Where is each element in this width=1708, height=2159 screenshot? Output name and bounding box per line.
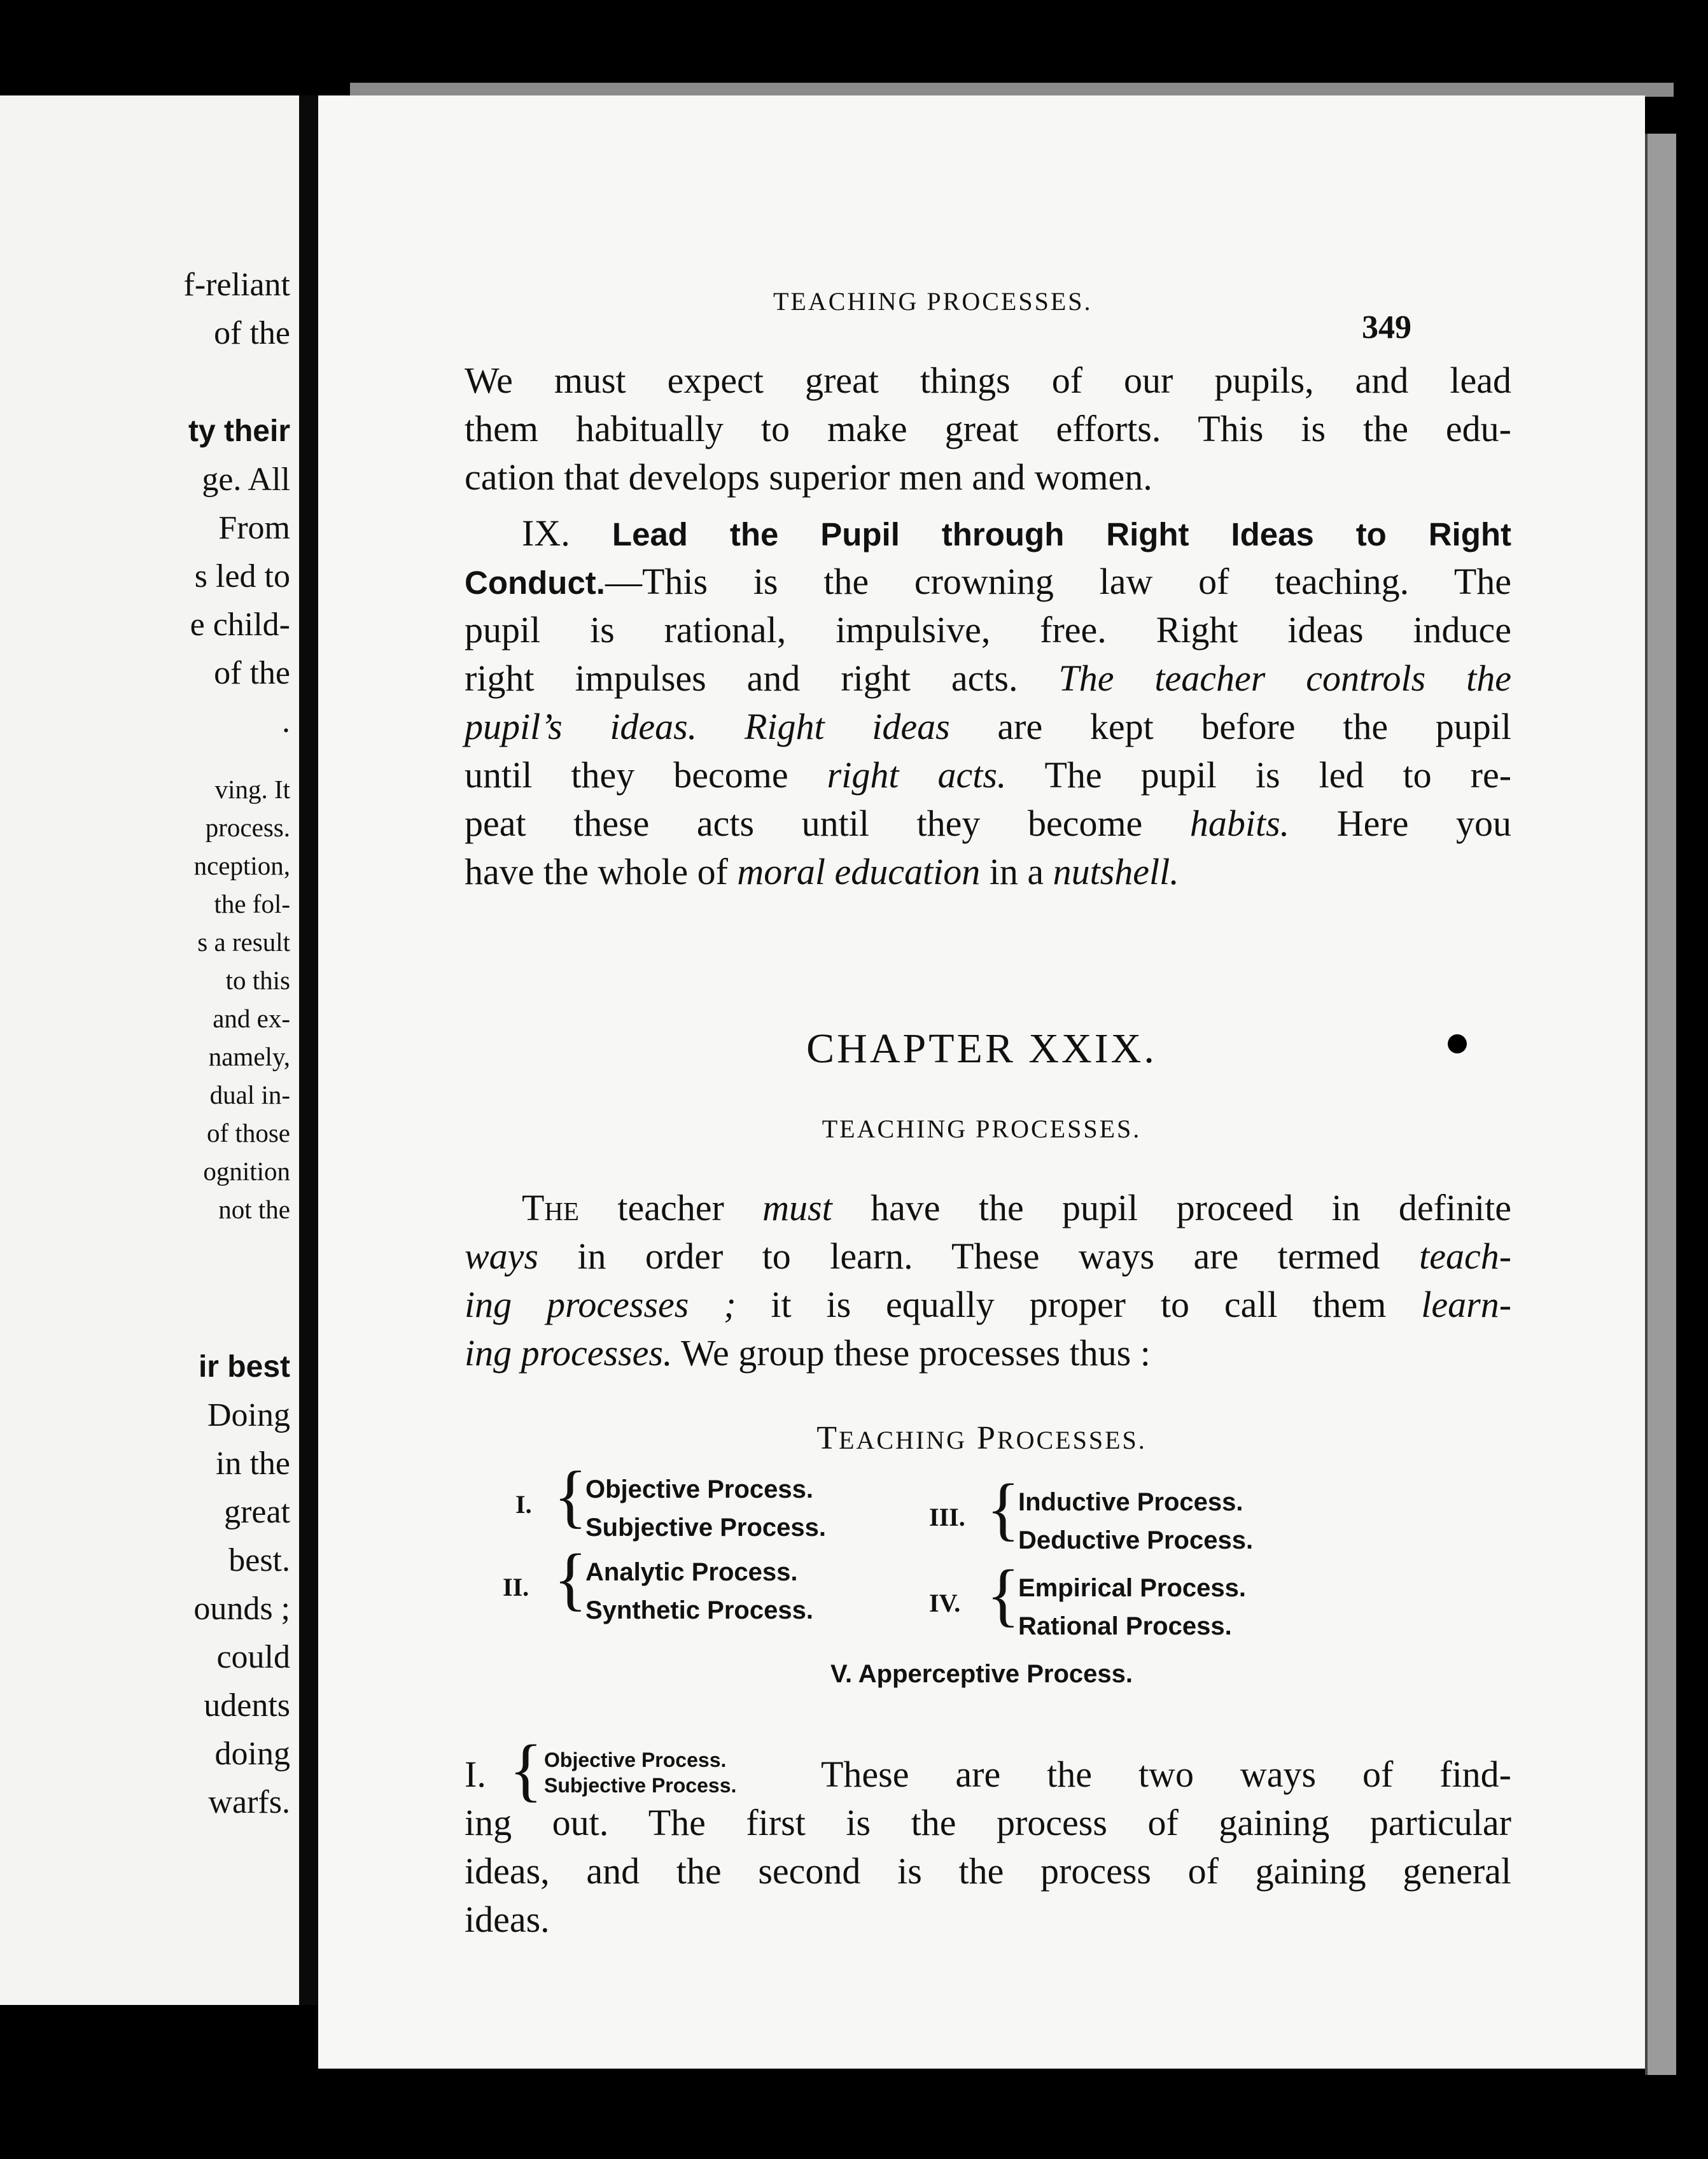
group-numeral: I.	[515, 1490, 532, 1519]
facing-page-line: of those	[207, 1118, 290, 1148]
process-item: Empirical Process.	[1018, 1574, 1246, 1602]
group-numeral: IV.	[929, 1589, 961, 1617]
process-item: Analytic Process.	[585, 1558, 798, 1586]
facing-page-line: could	[216, 1639, 290, 1675]
text-line	[465, 654, 1511, 703]
text-span: are kept before the pupil	[997, 706, 1511, 747]
chapter-subtitle: TEACHING PROCESSES.	[822, 1115, 1142, 1143]
process-pair	[585, 1553, 813, 1629]
text-span: in order to learn. These ways are termed	[577, 1235, 1380, 1277]
process-item: Deductive Process.	[1018, 1526, 1254, 1554]
italic-span: habits.	[1189, 803, 1290, 844]
italic-span: Right ideas	[744, 706, 950, 747]
text-line: ideas.	[465, 1899, 550, 1940]
process-item: Objective Process.	[585, 1475, 813, 1503]
book-gutter	[299, 95, 318, 2005]
law-title-end: Conduct.	[465, 565, 605, 601]
brace-icon: {	[986, 1556, 1020, 1633]
text-line	[465, 848, 1179, 896]
process-item: Inductive Process.	[1018, 1488, 1243, 1516]
facing-page-line: in the	[216, 1445, 290, 1482]
italic-span: The teacher controls the	[1058, 658, 1512, 699]
text-span: We group these processes thus :	[680, 1332, 1151, 1374]
italic-span: ing processes.	[465, 1332, 673, 1374]
facing-page-line: ving. It	[214, 775, 290, 804]
facing-page-line: .	[282, 703, 290, 740]
italic-span: nutshell.	[1053, 851, 1179, 892]
law-title: Lead the Pupil through Right Ideas to Right	[612, 516, 1512, 552]
facing-page-line: nception,	[193, 851, 290, 880]
text-line	[465, 1184, 1511, 1232]
text-span: The pupil is led to re-	[1044, 754, 1512, 796]
page-number: 349	[1362, 309, 1411, 346]
facing-page-line: ge. All	[202, 461, 290, 498]
italic-span: right acts.	[827, 754, 1007, 796]
facing-page-line: not the	[218, 1195, 290, 1224]
group-numeral: II.	[503, 1573, 529, 1601]
facing-page-line: s led to	[194, 558, 290, 594]
brace-icon: {	[554, 1457, 587, 1535]
process-pair-small	[544, 1747, 736, 1798]
text-line	[465, 751, 1511, 799]
italic-span: learn-	[1421, 1284, 1512, 1325]
facing-page-line: ounds ;	[193, 1591, 290, 1627]
facing-page-line: to this	[225, 966, 290, 995]
text-line	[465, 1281, 1511, 1329]
table-title	[318, 1419, 1645, 1457]
text-line	[465, 1232, 1511, 1281]
title-span: P	[976, 1420, 997, 1456]
text-span: —This is the crowning law of teaching. The	[605, 561, 1511, 602]
title-span: ROCESSES.	[997, 1426, 1147, 1454]
text-line: them habitually to make great efforts. This is the edu-	[465, 408, 1511, 449]
process-pair	[1018, 1483, 1253, 1559]
running-head: TEACHING PROCESSES.	[773, 287, 1093, 316]
facing-page-line: ognition	[203, 1157, 290, 1186]
italic-span: moral education	[737, 851, 981, 892]
ink-dot	[1448, 1034, 1467, 1053]
text-line: pupil is rational, impulsive, free. Right ideas induce	[465, 609, 1511, 651]
text-span: The	[522, 1187, 580, 1228]
process-item: Objective Process.	[544, 1748, 727, 1771]
text-line	[465, 703, 1511, 751]
process-pair	[1018, 1569, 1246, 1645]
facing-page-line: best.	[228, 1542, 290, 1579]
group-numeral: III.	[929, 1503, 965, 1531]
facing-page-line: ty their	[188, 414, 290, 448]
facing-page	[0, 95, 299, 2005]
text-span: it is equally proper to call them	[771, 1284, 1387, 1325]
italic-span: ways	[465, 1235, 538, 1277]
text-span: Here you	[1336, 803, 1511, 844]
text-span: until they become	[465, 754, 788, 796]
facing-page-line: e child-	[190, 607, 290, 643]
brace-icon: {	[554, 1540, 587, 1617]
text-line	[465, 558, 1511, 607]
italic-span: pupil’s ideas.	[465, 706, 697, 747]
text-span: in a	[989, 851, 1044, 892]
text-line: cation that develops superior men and women.	[465, 456, 1152, 498]
text-line	[465, 1329, 1151, 1377]
process-item: Subjective Process.	[544, 1774, 737, 1797]
facing-page-line: warfs.	[208, 1784, 290, 1820]
facing-page-line: ir best	[198, 1350, 290, 1384]
italic-span: teach-	[1419, 1235, 1512, 1277]
facing-page-line: dual in-	[209, 1080, 290, 1109]
process-item: Subjective Process.	[585, 1514, 826, 1542]
facing-page-line: great	[224, 1494, 290, 1530]
facing-page-line: doing	[214, 1736, 290, 1772]
text-line	[465, 799, 1511, 848]
facing-page-line: the fol-	[214, 889, 290, 918]
text-span: teacher	[617, 1187, 724, 1228]
process-item: Synthetic Process.	[585, 1596, 813, 1624]
facing-page-line: of the	[214, 315, 290, 351]
text-span: right impulses and right acts.	[465, 658, 1018, 699]
last-numeral: I.	[465, 1754, 486, 1795]
facing-page-line: namely,	[208, 1042, 290, 1071]
facing-page-line: From	[218, 510, 290, 546]
process-item: Rational Process.	[1018, 1612, 1232, 1640]
facing-page-line: s a result	[197, 927, 290, 957]
text-span: have the pupil proceed in definite	[871, 1187, 1512, 1228]
law-numeral: IX.	[522, 512, 570, 554]
process-pair	[585, 1470, 826, 1547]
process-item-single: V. Apperceptive Process.	[830, 1660, 1133, 1688]
book-page	[318, 95, 1645, 2069]
italic-span: must	[762, 1187, 832, 1228]
facing-page-line: f-reliant	[183, 267, 290, 303]
facing-page-line: Doing	[207, 1397, 290, 1433]
facing-page-line: udents	[204, 1687, 290, 1724]
text-line: We must expect great things of our pupils, and lead	[465, 360, 1511, 401]
facing-page-line: and ex-	[213, 1004, 290, 1033]
page-edge-top	[350, 83, 1674, 97]
facing-page-line: process.	[205, 813, 290, 842]
text-line: These are the two ways of find-	[821, 1754, 1511, 1795]
text-line: ideas, and the second is the process of gaining general	[465, 1850, 1511, 1892]
page-edge-right	[1645, 134, 1676, 2075]
italic-span: ing processes ;	[465, 1284, 736, 1325]
brace-icon: {	[986, 1470, 1020, 1547]
title-span: EACHING	[839, 1426, 967, 1454]
text-span: have the whole of	[465, 851, 728, 892]
text-line: ing out. The first is the process of gaining particular	[465, 1802, 1511, 1843]
brace-icon: {	[509, 1731, 543, 1808]
text-span: peat these acts until they become	[465, 803, 1143, 844]
law-heading-line	[465, 509, 1511, 559]
title-span: T	[816, 1420, 839, 1456]
chapter-title: CHAPTER XXIX.	[806, 1025, 1157, 1072]
facing-page-line: of the	[214, 655, 290, 691]
